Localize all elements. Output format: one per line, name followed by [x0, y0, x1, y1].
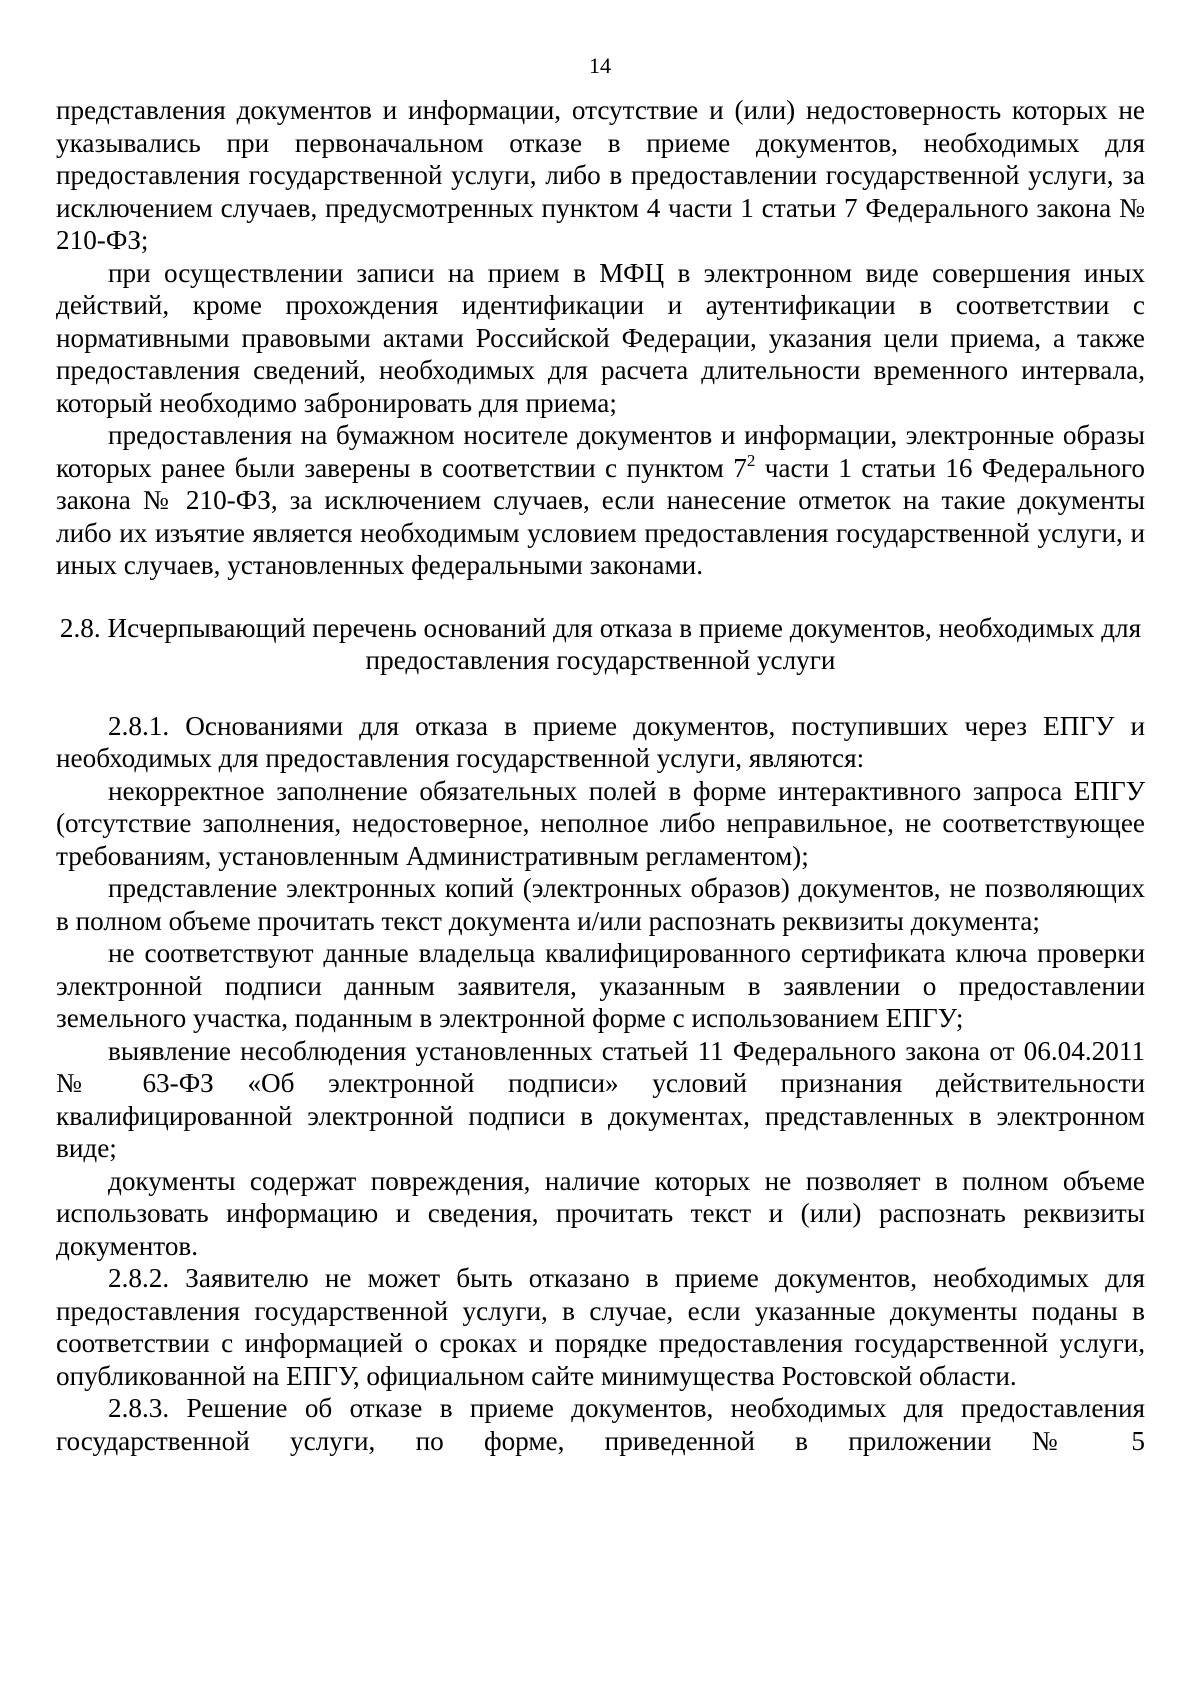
document-body — [56, 94, 1145, 1457]
section-heading-2-8: 2.8. Исчерпывающий перечень оснований для отказа в приеме документов, необходимых для предоставления государственной услуги — [59, 612, 1142, 675]
paragraph-continuation: представления документов и информации, отсутствие и (или) недостоверность которых не указывались при первоначальном отказе в приеме документов, необходимых для предоставления государственной услуги, либо в предоставлении государственной услуги, за исключением случаев, предусмотренных пунктом 4 части 1 статьи 7 Федерального закона № 210-ФЗ; — [56, 95, 1145, 255]
page-number: 14 — [589, 53, 611, 78]
paragraph-2-8-1: 2.8.1. Основаниями для отказа в приеме документов, поступивших через ЕПГУ и необходимых для предоставления государственной услуги, являются: — [56, 710, 1145, 773]
paragraph-paper-documents — [56, 419, 1145, 582]
paragraph-signature-conditions: выявление несоблюдения установленных статьей 11 Федерального закона от 06.04.2011 № 63-ФЗ «Об электронной подписи» условий признания действительности квалифицированной электронной подписи в документах, представленных в электронном виде; — [56, 1035, 1145, 1163]
superscript-two: 2 — [746, 450, 756, 470]
paragraph-mfc-appointment: при осуществлении записи на прием в МФЦ в электронном виде совершения иных действий, кроме прохождения идентификации и аутентификации в соответствии с нормативными правовыми актами Российской Федерации, указания цели приема, а также предоставления сведений, необходимых для расчета длительности временного интервала, который необходимо забронировать для приема; — [56, 257, 1145, 418]
paragraph-incorrect-filling: некорректное заполнение обязательных полей в форме интерактивного запроса ЕПГУ (отсутствие заполнения, недостоверное, неполное либо неправильное, не соответствующее требованиям, установленным Административным регламентом); — [56, 775, 1145, 871]
paragraph-damaged-documents: документы содержат повреждения, наличие которых не позволяет в полном объеме использовать информацию и сведения, прочитать текст и (или) распознать реквизиты документов. — [56, 1165, 1145, 1261]
paragraph-certificate-mismatch: не соответствуют данные владельца квалифицированного сертификата ключа проверки электронной подписи данным заявителя, указанным в заявлении о предоставлении земельного участка, поданным в электронной форме с использованием ЕПГУ; — [56, 938, 1145, 1033]
paragraph-paper-documents-text-start: предоставления на бумажном носителе документов и информации, электронные образы которых ранее были заверены в соответствии с пунктом 7 — [56, 420, 1145, 483]
paragraph-2-8-2: 2.8.2. Заявителю не может быть отказано в приеме документов, необходимых для предоставления государственной услуги, в случае, если указанные документы поданы в соответствии с информацией о сроках и порядке предоставления государственной услуги, опубликованной на ЕПГУ, официальном сайте минимущества Ростовской области. — [56, 1263, 1145, 1391]
paragraph-2-8-3: 2.8.3. Решение об отказе в приеме документов, необходимых для предоставления государственной услуги, по форме, приведенной в приложении № 5 — [56, 1393, 1145, 1456]
paragraph-electronic-copies: представление электронных копий (электронных образов) документов, не позволяющих в полном объеме прочитать текст документа и/или распознать реквизиты документа; — [56, 873, 1145, 936]
paragraph-paper-documents-text-end: части 1 статьи 16 Федерального закона № 210-ФЗ, за исключением случаев, если нанесение отметок на такие документы либо их изъятие является необходимым условием предоставления государственной услуги, и иных случаев, установленных федеральными законами. — [56, 452, 1145, 580]
